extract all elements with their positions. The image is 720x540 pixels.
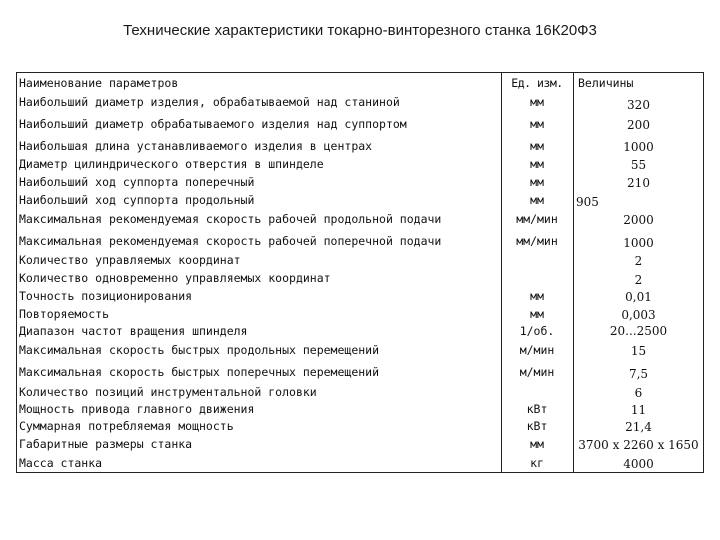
param-value: 21,4	[625, 420, 652, 434]
param-value: 2	[634, 254, 643, 268]
param-value: 15	[630, 344, 647, 358]
param-name: Максимальная рекомендуемая скорость рабочей продольной подачи	[19, 212, 442, 226]
param-unit: кВт	[526, 402, 548, 416]
param-unit: мм	[530, 175, 544, 189]
header-unit: Ед. изм.	[511, 76, 563, 90]
param-value: 1000	[623, 140, 654, 154]
param-value: 905	[576, 195, 599, 209]
param-unit: мм	[530, 193, 544, 207]
param-value: 7,5	[628, 367, 649, 381]
param-value: 55	[630, 158, 647, 172]
param-value: 11	[630, 403, 647, 417]
header-value: Величины	[578, 76, 634, 90]
param-value: 210	[627, 176, 650, 190]
param-name: Наибольший ход суппорта продольный	[19, 193, 255, 207]
param-value: 0,01	[625, 290, 652, 304]
param-unit: кг	[530, 456, 544, 470]
param-unit: мм	[530, 437, 544, 451]
param-name: Наибольший диаметр изделия, обрабатываемой над станиной	[19, 95, 400, 109]
specs-table	[16, 72, 704, 473]
param-value: 1000	[623, 236, 654, 250]
param-unit: мм	[530, 289, 544, 303]
param-value: 3700 х 2260 х 1650	[578, 438, 699, 452]
param-unit: 1/об.	[519, 324, 555, 338]
param-value: 20...2500	[609, 324, 668, 338]
param-value: 320	[627, 98, 650, 112]
page-title: Технические характеристики токарно-винторезного станка 16К20Ф3	[123, 22, 597, 39]
param-unit: кВт	[526, 419, 548, 433]
param-name: Суммарная потребляемая мощность	[19, 419, 234, 433]
param-name: Диаметр цилиндрического отверстия в шпинделе	[19, 157, 324, 171]
param-value: 6	[634, 386, 643, 400]
param-value: 2	[634, 273, 643, 287]
param-unit: м/мин	[519, 343, 555, 357]
param-unit: мм/мин	[516, 234, 558, 248]
param-unit: мм/мин	[516, 212, 558, 226]
param-name: Масса станка	[19, 456, 103, 470]
param-unit: мм	[530, 139, 544, 153]
param-unit: мм	[530, 95, 544, 109]
param-name: Наибольшая длина устанавливаемого изделия в центрах	[19, 139, 373, 153]
param-name: Максимальная рекомендуемая скорость рабочей поперечной подачи	[19, 234, 442, 248]
param-name: Повторяемость	[19, 307, 110, 321]
param-name: Габаритные размеры станка	[19, 437, 193, 451]
param-value: 4000	[623, 457, 654, 471]
param-value: 2000	[623, 213, 654, 227]
param-name: Количество одновременно управляемых координат	[19, 271, 331, 285]
header-name: Наименование параметров	[19, 76, 179, 90]
param-name: Максимальная скорость быстрых продольных перемещений	[19, 343, 380, 357]
param-name: Максимальная скорость быстрых поперечных перемещений	[19, 365, 380, 379]
param-unit: мм	[530, 157, 544, 171]
param-unit: мм	[530, 307, 544, 321]
param-unit: м/мин	[519, 365, 555, 379]
param-name: Точность позиционирования	[19, 289, 193, 303]
param-name: Количество управляемых координат	[19, 253, 241, 267]
param-name: Наибольший диаметр обрабатываемого изделия над суппортом	[19, 117, 407, 131]
param-name: Мощность привода главного движения	[19, 402, 255, 416]
param-value: 200	[627, 118, 650, 132]
param-name: Диапазон частот вращения шпинделя	[19, 324, 248, 338]
param-name: Наибольший ход суппорта поперечный	[19, 175, 255, 189]
param-unit: мм	[530, 117, 544, 131]
param-name: Количество позиций инструментальной головки	[19, 385, 317, 399]
param-value: 0,003	[621, 308, 656, 322]
